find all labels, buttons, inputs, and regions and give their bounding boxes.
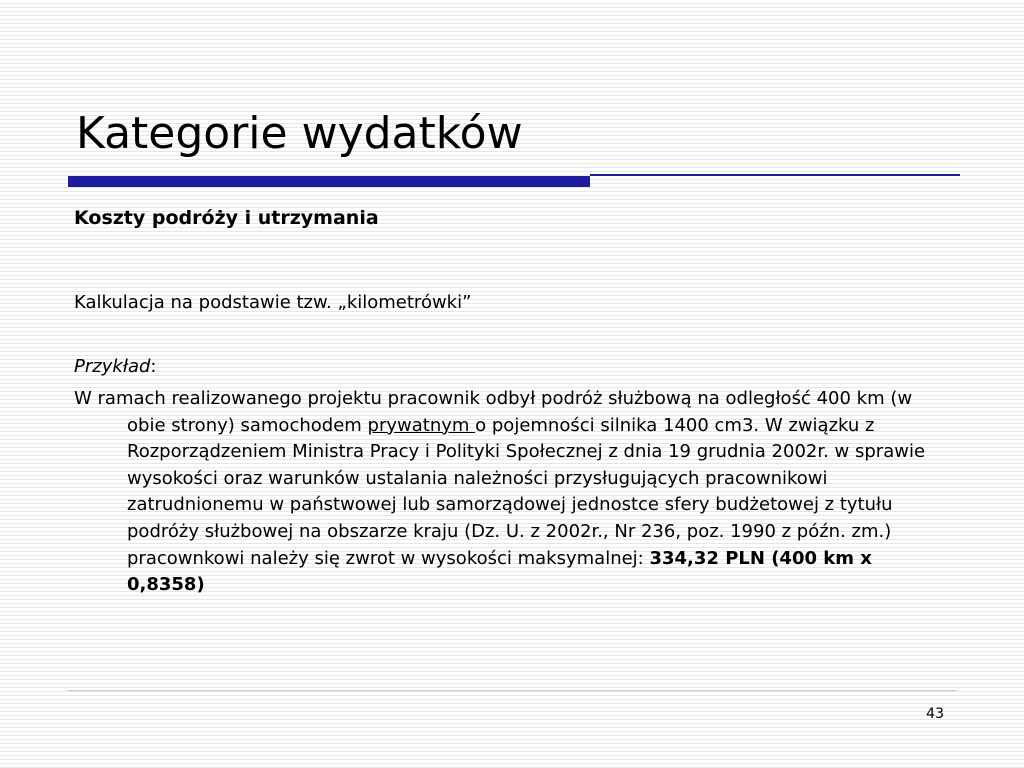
example-label-text: Przykład bbox=[74, 356, 151, 377]
calculation-note: Kalkulacja na podstawie tzw. „kilometrówki” bbox=[74, 292, 472, 313]
example-text-part1: W ramach realizowanego projektu pracownik odbył podróż służbową na odległość 400 km (w obie strony) samochodem bbox=[74, 388, 913, 436]
example-label bbox=[74, 354, 156, 380]
page-number: 43 bbox=[926, 706, 944, 722]
footer-divider bbox=[68, 690, 956, 691]
title-underline-thick bbox=[68, 176, 590, 187]
reimbursement-amount: 334,32 PLN (400 km x 0,8358) bbox=[127, 547, 872, 596]
section-subtitle: Koszty podróży i utrzymania bbox=[74, 207, 379, 229]
slide-title: Kategorie wydatków bbox=[76, 108, 523, 159]
example-label-colon: : bbox=[150, 356, 157, 377]
example-text-part2: o pojemności silnika 1400 cm3. W związku z Rozporządzeniem Ministra Pracy i Polityki Społecznej z dnia 19 grudnia 2002r. w sprawie wysokości oraz warunków ustalania należności przysługujących pracownikowi zatrudnionemu w państwowej lub samorządowej jednostce sfery budżetowej z tytułu podróży służbowej na obszarze kraju (Dz. U. z 2002r., Nr 236, poz. 1990 z późn. zm.) pracownkowi należy się zwrot w wysokości maksymalnej: bbox=[127, 414, 926, 569]
title-underline-thin bbox=[590, 174, 960, 176]
example-text-underlined: prywatnym bbox=[367, 414, 476, 436]
example-paragraph bbox=[74, 386, 944, 599]
